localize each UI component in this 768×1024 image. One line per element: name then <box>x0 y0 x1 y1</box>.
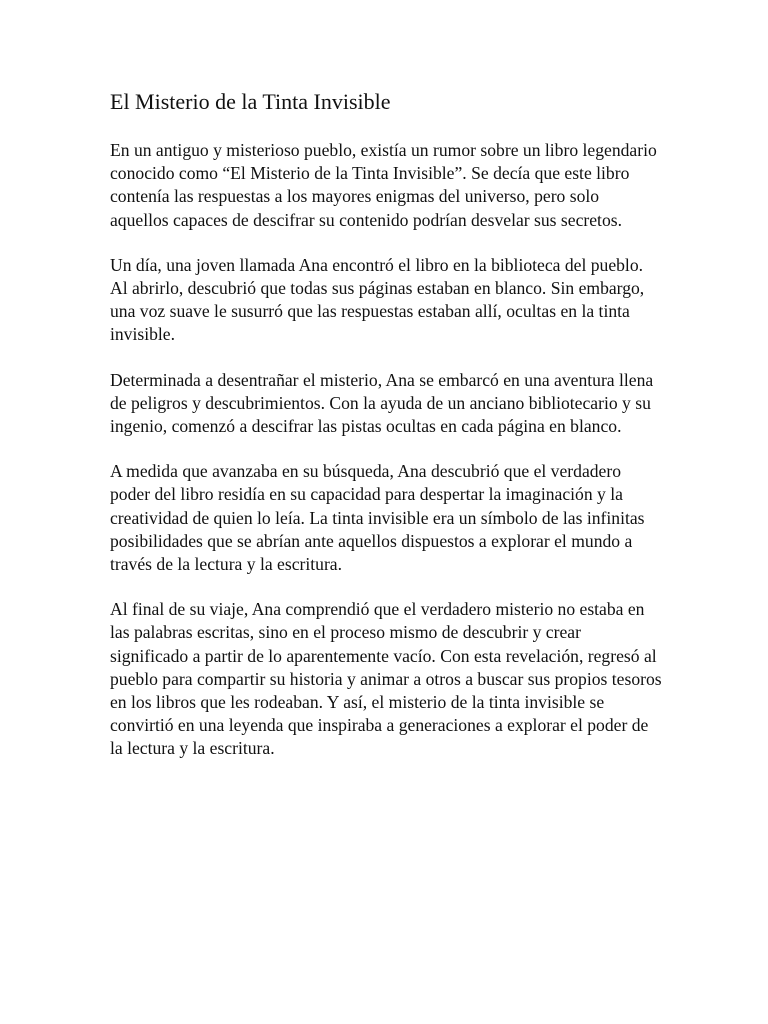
paragraph-4: A medida que avanzaba en su búsqueda, Ana descubrió que el verdadero poder del libro residía en su capacidad para despertar la imaginación y la creatividad de quien lo leía. La tinta invisible era un símbolo de las infinitas posibilidades que se abrían ante aquellos dispuestos a explorar el mundo a través de la lectura y la escritura. <box>110 461 645 575</box>
paragraph-3: Determinada a desentrañar el misterio, Ana se embarcó en una aventura llena de peligros y descubrimientos. Con la ayuda de un anciano bibliotecario y su ingenio, comenzó a descifrar las pistas ocultas en cada página en blanco. <box>110 369 654 437</box>
document-title: El Misterio de la Tinta Invisible <box>110 89 391 114</box>
paragraph-1: En un antiguo y misterioso pueblo, existía un rumor sobre un libro legendario conocido como “El Misterio de la Tinta Invisible”. Se decía que este libro contenía las respuestas a los mayores enigmas del universo, pero solo aquellos capaces de descifrar su contenido podrían desvelar sus secretos. <box>110 140 657 230</box>
paragraph-5: Al final de su viaje, Ana comprendió que el verdadero misterio no estaba en las palabras escritas, sino en el proceso mismo de descubrir y crear significado a partir de lo aparentemente vacío. Con esta revelación, regresó al pueblo para compartir su historia y animar a otros a buscar sus propios tesoros en los libros que les rodeaban. Y así, el misterio de la tinta invisible se convirtió en una leyenda que inspiraba a generaciones a explorar el poder de la lectura y la escritura. <box>110 599 662 759</box>
paragraph-2: Un día, una joven llamada Ana encontró el libro en la biblioteca del pueblo. Al abrirlo, descubrió que todas sus páginas estaban en blanco. Sin embargo, una voz suave le susurró que las respuestas estaban allí, ocultas en la tinta invisible. <box>110 254 645 345</box>
document-page <box>110 88 662 783</box>
